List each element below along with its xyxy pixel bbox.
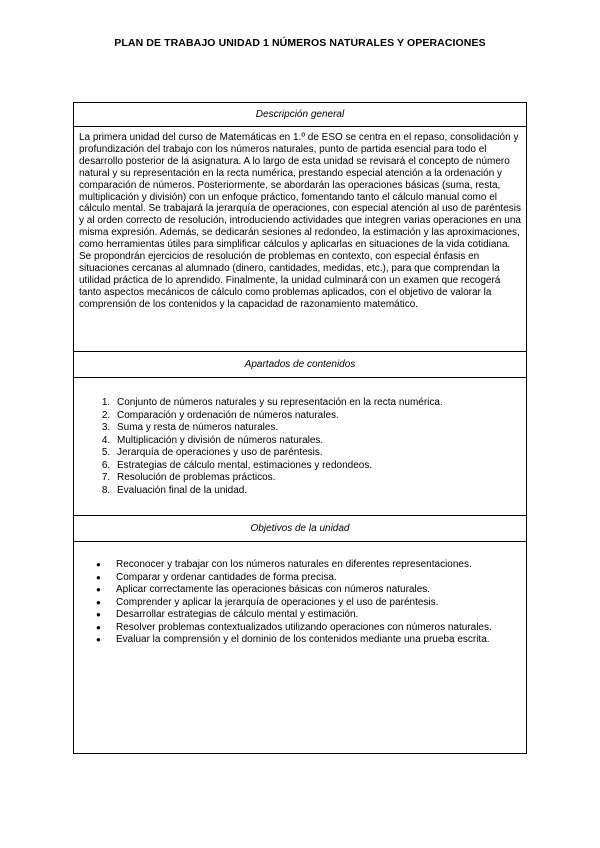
contents-heading: Apartados de contenidos [74,352,526,378]
bullet-icon: ● [96,572,101,582]
contents-list [74,397,513,497]
list-item: 5. Jerarquía de operaciones y uso de paréntesis. [113,447,513,460]
list-item: 3. Suma y resta de números naturales. [113,422,513,435]
general-description-heading: Descripción general [74,103,526,127]
list-item: ● Aplicar correctamente las operaciones básicas con números naturales. [96,584,431,595]
list-item: 2. Comparación y ordenación de números naturales. [113,410,513,423]
list-item: ● Comprender y aplicar la jerarquía de operaciones y el uso de paréntesis. [96,596,439,608]
list-item: ● Evaluar la comprensión y el dominio de los contenidos mediante una prueba escrita. [96,634,490,645]
bullet-icon: ● [96,585,101,594]
list-item: 1. Conjunto de números naturales y su representación en la recta numérica. [113,397,513,410]
bullet-icon: ● [96,597,101,607]
list-item: 6. Estrategias de cálculo mental, estimaciones y redondeos. [113,460,513,473]
objectives-list [74,559,511,647]
list-item: 4. Multiplicación y división de números naturales. [113,435,513,448]
general-description-text: La primera unidad del curso de Matemáticas en 1.º de ESO se centra en el repaso, consolidación y profundización del trabajo con los números naturales, punto de partida esencial para todo el desarrollo posterior de la asignatura. A lo largo de esta unidad se revisará el concepto de número natural y su representación en la recta numérica, prestando especial atención a la ordenación y comparación de números. Posteriormente, se abordarán las operaciones básicas (suma, resta, multiplicación y división) con un enfoque práctico, fomentando tanto el cálculo manual como el cálculo mental. Se trabajará la jerarquía de operaciones, con especial atención al uso de paréntesis y al orden correcto de resolución, introduciendo actividades que integren varias operaciones en una misma expresión. Además, se dedicarán sesiones al redondeo, la estimación y las aproximaciones, como herramientas útiles para simplificar cálculos y aplicarlas en situaciones de la vida cotidiana. Se propondrán ejercicios de resolución de problemas en contexto, con especial énfasis en situaciones cercanas al alumnado (dinero, cantidades, medidas, etc.), para que comprendan la utilidad práctica de lo aprendido. Finalmente, la unidad culminará con un examen que recogerá tanto aspectos mecánicos de cálculo como problemas aplicados, con el objetivo de valorar la comprensión de los contenidos y la capacidad de razonamiento matemático. [79,132,521,310]
objectives-heading: Objetivos de la unidad [74,516,526,542]
document-title: PLAN DE TRABAJO UNIDAD 1 NÚMEROS NATURALES Y OPERACIONES [114,37,486,49]
bullet-icon: ● [96,635,101,644]
plan-table [73,102,527,754]
list-item: ● Comparar y ordenar cantidades de forma precisa. [96,571,337,583]
list-item: ● Desarrollar estrategias de cálculo mental y estimación. [96,609,359,620]
list-item: 7. Resolución de problemas prácticos. [113,472,513,485]
bullet-icon: ● [96,610,101,619]
list-item: 8. Evaluación final de la unidad. [113,485,513,498]
list-item: ● Resolver problemas contextualizados utilizando operaciones con números naturales. [96,621,492,633]
bullet-icon: ● [96,622,101,632]
list-item: ● Reconocer y trabajar con los números naturales en diferentes representaciones. [96,559,472,570]
bullet-icon: ● [96,560,101,569]
